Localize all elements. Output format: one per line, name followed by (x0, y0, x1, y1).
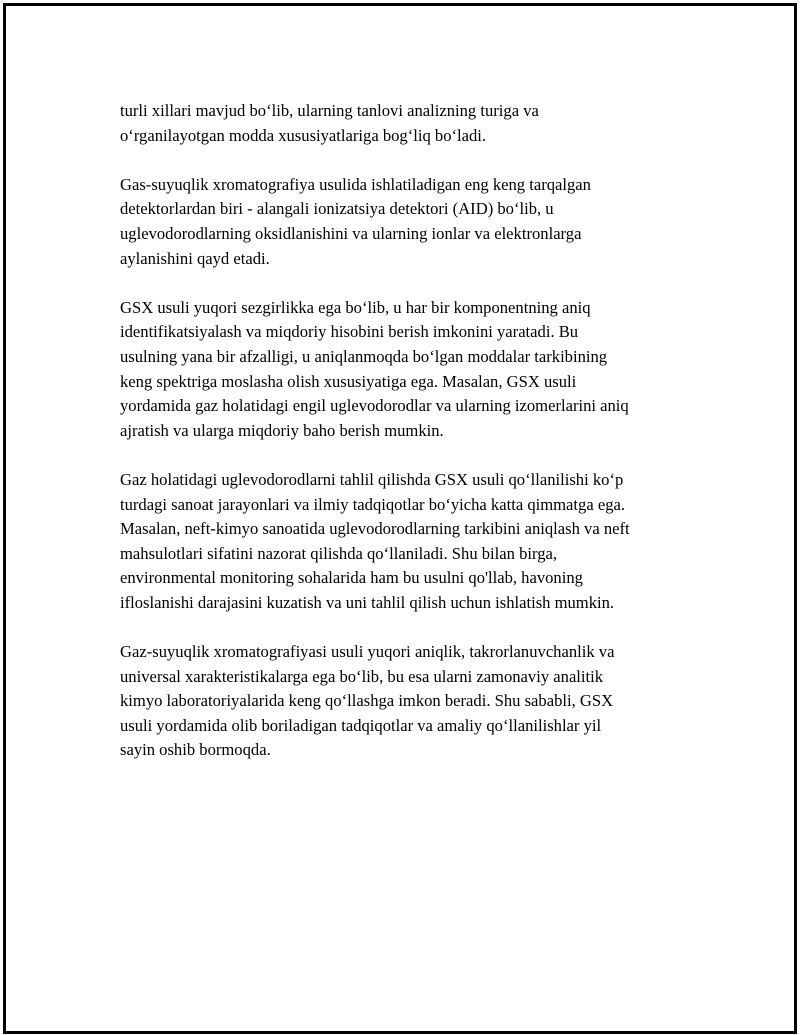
text-line: usuli yordamida olib boriladigan tadqiqotlar va amaliy qo‘llanilishlar yil (120, 715, 602, 735)
text-line: o‘rganilayotgan modda xususiyatlariga bog‘liq bo‘ladi. (120, 125, 487, 145)
text-line: Gas-suyuqlik xromatografiya usulida ishlatiladigan eng keng tarqalgan (120, 174, 591, 194)
document-body (120, 99, 700, 788)
text-line: Gaz-suyuqlik xromatografiyasi usuli yuqori aniqlik, takrorlanuvchanlik va (120, 642, 615, 662)
text-line: sayin oshib bormoqda. (120, 740, 271, 760)
text-line: uglevodorodlarning oksidlanishini va ularning ionlar va elektronlarga (120, 223, 582, 243)
text-line: Gaz holatidagi uglevodorodlarni tahlil qilishda GSX usuli qo‘llanilishi ko‘p (120, 469, 624, 489)
paragraph-3 (120, 296, 700, 444)
text-line: keng spektriga moslasha olish xususiyatiga ega. Masalan, GSX usuli (120, 371, 577, 391)
paragraph-2 (120, 173, 700, 271)
text-line: ifloslanishi darajasini kuzatish va uni tahlil qilish uchun ishlatish mumkin. (120, 592, 615, 612)
paragraph-5 (120, 640, 700, 763)
text-line: universal xarakteristikalarga ega bo‘lib, bu esa ularni zamonaviy analitik (120, 666, 604, 686)
text-line: detektorlardan biri - alangali ionizatsiya detektori (AID) bo‘lib, u (120, 199, 554, 219)
text-line: usulning yana bir afzalligi, u aniqlanmoqda bo‘lgan moddalar tarkibining (120, 346, 608, 366)
text-line: ajratish va ularga miqdoriy baho berish mumkin. (120, 420, 444, 440)
text-line: Masalan, neft-kimyo sanoatida uglevodorodlarning tarkibini aniqlash va neft (120, 519, 630, 539)
paragraph-1 (120, 99, 700, 148)
text-line: turli xillari mavjud bo‘lib, ularning tanlovi analizning turiga va (120, 101, 539, 120)
text-line: mahsulotlari sifatini nazorat qilishda qo‘llaniladi. Shu bilan birga, (120, 543, 558, 563)
text-line: kimyo laboratoriyalarida keng qo‘llashga imkon beradi. Shu sababli, GSX (120, 691, 614, 711)
text-line: identifikatsiyalash va miqdoriy hisobini berish imkonini yaratadi. Bu (120, 322, 579, 342)
text-line: aylanishini qayd etadi. (120, 248, 270, 268)
page-frame (3, 3, 797, 1034)
text-line: GSX usuli yuqori sezgirlikka ega bo‘lib, u har bir komponentning aniq (120, 297, 591, 317)
text-line: yordamida gaz holatidagi engil uglevodorodlar va ularning izomerlarini aniq (120, 396, 629, 416)
paragraph-4 (120, 468, 700, 616)
text-line: environmental monitoring sohalarida ham bu usulni qo'llab, havoning (120, 568, 583, 588)
text-line: turdagi sanoat jarayonlari va ilmiy tadqiqotlar bo‘yicha katta qimmatga ega. (120, 494, 626, 514)
